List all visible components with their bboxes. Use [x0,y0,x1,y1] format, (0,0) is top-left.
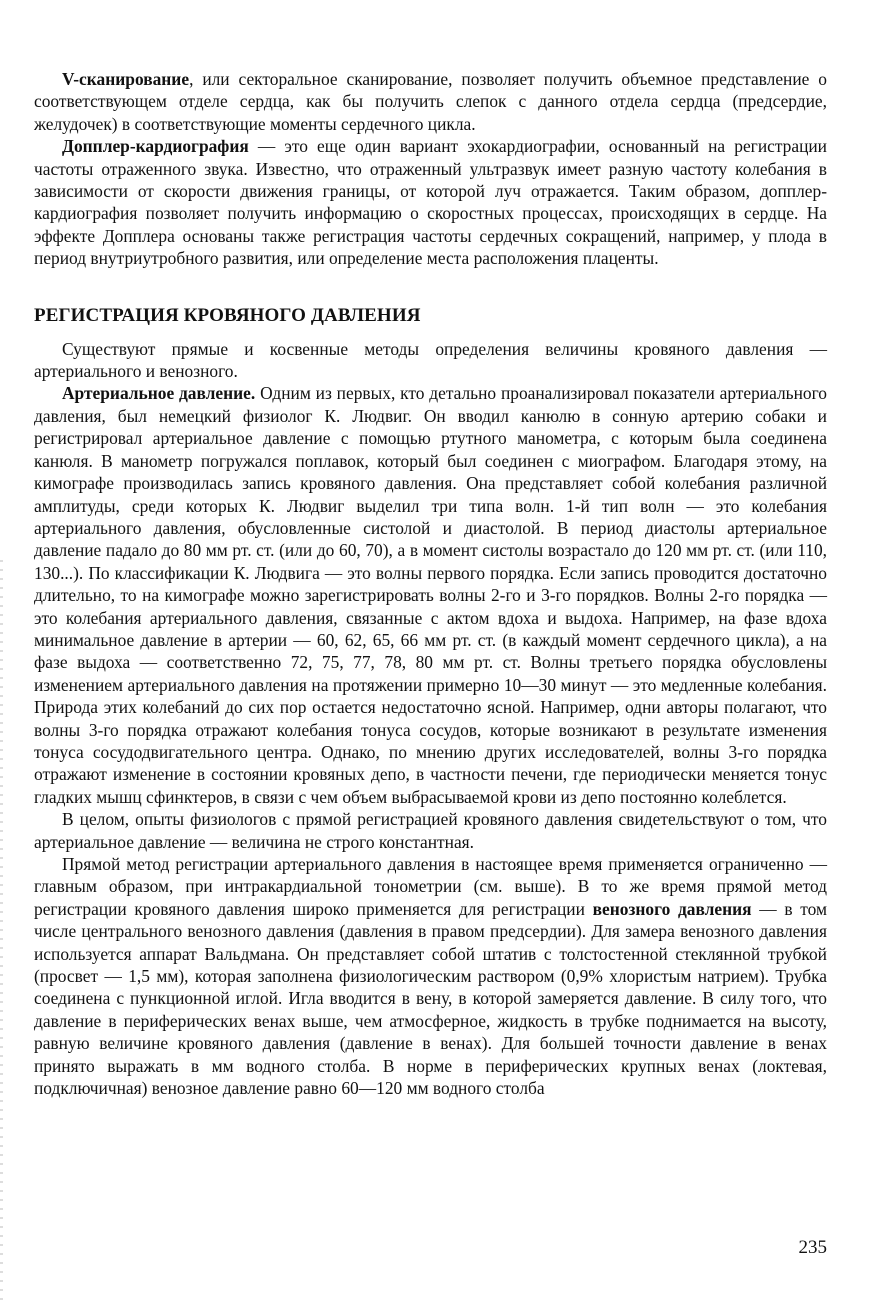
term-venous: венозного давления [592,898,752,919]
paragraph-v-scan-text: , или секторальное сканирование, позволяет получить объемное представление о соответствующем отделе сердца, как бы получить слепок с данного отдела сердца (предсердие, желудочек) в соответствующие моменты сердечного цикла. [34,69,827,134]
page-number: 235 [798,1237,827,1258]
term-v-scan: V-сканирование [62,69,190,89]
paragraph-v-scan [34,68,827,135]
paragraph-intro: Существуют прямые и косвенные методы определения величины кровяного давления — артериального и венозного. [34,338,827,382]
scan-edge-artifact [0,560,3,1300]
paragraph-venous [34,853,827,1099]
paragraph-arterial-text: Одним из первых, кто детально проанализировал показатели артериального давления, был немецкий физиолог К. Людвиг. Он вводил канюлю в сонную артерию собаки и регистрировал артериальное давление с помощью ртутного манометра, с которым была соединена канюля. В манометр погружался поплавок, который был соединен с миографом. Благодаря этому, на кимографе производилась запись кровяного давления. Она представляет собой колебания различной амплитуды, среди которых К. Людвиг выделил три типа волн. 1-й тип волн — это колебания артериального давления, обусловленные систолой и диастолой. В период диастолы артериальное давление падало до 80 мм рт. ст. (или до 60, 70), а в момент систолы возрастало до 120 мм рт. ст. (или 110, 130...). По классификации К. Людвига — это волны первого порядка. Если запись проводится достаточно длительно, то на кимографе можно зарегистрировать волны 2-го и 3-го порядков. Волны 2-го порядка — это колебания артериального давления, связанные с актом вдоха и выдоха. Например, на фазе вдоха минимальное давление в артерии — 60, 62, 65, 66 мм рт. ст. (в каждый момент сердечного цикла), а на фазе выдоха — соответственно 72, 75, 77, 78, 80 мм рт. ст. Волны третьего порядка обусловлены изменением артериального давления на протяжении примерно 10—30 минут — это медленные колебания. Природа этих колебаний до сих пор остается недостаточно ясной. Например, одни авторы полагают, что волны 3-го порядка отражают колебания тонуса сосудов, которые возникают в результате изменения тонуса сосудодвигательного центра. Однако, по мнению других исследователей, волны 3-го порядка отражают изменение в состоянии кровяных депо, в частности печени, где периодически меняется тонус гладких мышц сфинктеров, в связи с чем объем выбрасываемой крови из депо постоянно колеблется. [34,383,827,807]
paragraph-arterial [34,382,827,808]
paragraph-venous-before: Прямой метод регистрации артериального давления в настоящее время применяется ограниченно — главным образом, при интракардиальной тонометрии (см. выше). В то же время прямой метод регистрации кровяного давления широко применяется для регистрации [34,854,827,919]
term-doppler: Допплер-кардиография [62,136,249,157]
paragraph-doppler-text: — это еще один вариант эхокардиографии, основанный на регистрации частоты отраженного звука. Известно, что отраженный ультразвук имеет разную частоту колебания в зависимости от скорости движения границы, от которой луч отражается. Таким образом, допплер-кардиография позволяет получить информацию о скоростных процессах, происходящих в сердце. На эффекте Допплера основаны также регистрация частоты сердечных сокращений, например, у плода в период внутриутробного развития, или определение места расположения плаценты. [34,136,827,269]
section-heading: РЕГИСТРАЦИЯ КРОВЯНОГО ДАВЛЕНИЯ [34,304,421,326]
paragraph-doppler [34,135,827,269]
spacer [34,328,827,338]
page-body [34,68,827,1099]
paragraph-venous-after: — в том числе центрального венозного давления (давления в правом предсердии). Для замера венозного давления используется аппарат Вальдмана. Он представляет собой штатив с толстостенной стеклянной трубкой (просвет — 1,5 мм), которая заполнена физиологическим раствором (0,9% хлористым натрием). Трубка соединена с пункционной иглой. Игла вводится в вену, в которой замеряется давление. В силу того, что давление в периферических венах выше, чем атмосферное, жидкость в трубке поднимается на высоту, равную величине кровяного давления (давление в венах). Для большей точности давление в венах принято выражать в мм водного столба. В норме в периферических крупных венах (локтевая, подключичная) венозное давление равно 60—120 мм водного столба [34,898,827,1099]
term-arterial: Артериальное давление. [62,383,256,404]
paragraph-summary: В целом, опыты физиологов с прямой регистрацией кровяного давления свидетельствуют о том, что артериальное давление — величина не строго константная. [34,809,827,852]
spacer [34,270,827,304]
